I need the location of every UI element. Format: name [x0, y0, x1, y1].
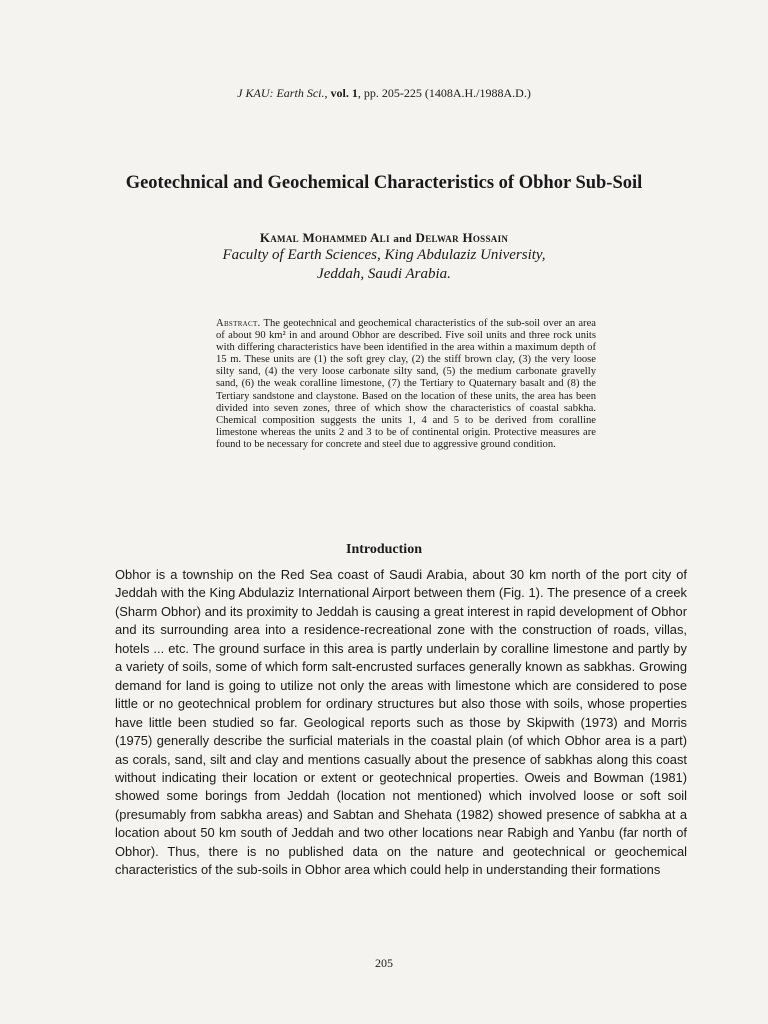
- journal-citation: [0, 86, 768, 101]
- page-number: 205: [375, 956, 393, 970]
- citation-separator-2: ,: [357, 86, 361, 100]
- abstract-label: Abstract.: [216, 318, 261, 329]
- paper-title: Geotechnical and Geochemical Characteristics of Obhor Sub-Soil: [125, 173, 643, 193]
- section-heading-introduction: Introduction: [346, 542, 422, 557]
- author-first: Kamal Mohammed Ali: [259, 230, 390, 245]
- affiliation-line-1: Faculty of Earth Sciences, King Abdulaziz University,: [222, 247, 546, 263]
- journal-pages: pp. 205-225 (1408A.H./1988A.D.): [363, 86, 531, 100]
- journal-name: J KAU: Earth Sci.: [237, 86, 325, 100]
- journal-volume: vol. 1: [330, 86, 358, 100]
- citation-separator: ,: [324, 86, 328, 100]
- introduction-paragraph: Obhor is a township on the Red Sea coast of Saudi Arabia, about 30 km north of the port city of Jeddah with the King Abdulaziz International Airport between them (Fig. 1). The presence of a creek (Sharm Obhor) and its proximity to Jeddah is causing a great interest in rapid development of Obhor and its surrounding area into a residence-recreational zone with the construction of roads, villas, hotels ... etc. The ground surface in this area is partly underlain by coralline limestone and partly by a variety of soils, some of which form salt-encrusted surfaces generally known as sabkhas. Growing demand for land is going to utilize not only the areas with limestone which are considered to pose little or no geotechnical problem for ordinary structures but also those with soils, whose properties have little been studied so far. Geological reports such as those by Skipwith (1973) and Morris (1975) generally describe the surficial materials in the coastal plain (of which Obhor area is a part) as corals, sand, silt and clay and mentions casually about the presence of sabkhas along this coast without indicating their location or extent or geotechnical properties. Oweis and Bowman (1981) showed some borings from Jeddah (location not mentioned) which involved loose or soft soil (presumably from sabkha areas) and Sabtan and Shehata (1982) showed presence of sabkha at a location about 50 km south of Jeddah and two other locations near Rabigh and Yanbu (far north of Obhor). Thus, there is no published data on the nature and geotechnical or geochemical characteristics of the sub-soils in Obhor area which could help in understanding their formations: [115, 567, 687, 878]
- author-second: Delwar Hossain: [415, 230, 509, 245]
- abstract: [216, 318, 596, 451]
- author-line: [0, 230, 768, 246]
- affiliation-line-2: Jeddah, Saudi Arabia.: [317, 265, 451, 282]
- affiliation: [0, 246, 768, 283]
- author-conjunction: and: [393, 233, 412, 245]
- abstract-text: The geotechnical and geochemical characteristics of the sub-soil over an area of about 90 km² in and around Obhor are described. Five soil units and three rock units with differing characteristics have been identified in the area within a maximum depth of 15 m. These units are (1) the soft grey clay, (2) the stiff brown clay, (3) the very loose silty sand, (4) the very loose carbonate silty sand, (5) the medium carbonate gravelly sand, (6) the weak coralline limestone, (7) the Tertiary to Quaternary basalt and (8) the Tertiary sandstone and claystone. Based on the location of these units, the area has been divided into seven zones, three of which show the characteristics of coastal sabkha. Chemical composition suggests the units 1, 4 and 5 to be derived from coralline limestone whereas the units 2 and 3 to be of continental origin. Protective measures are found to be necessary for concrete and steel due to aggressive ground condition.: [216, 318, 596, 450]
